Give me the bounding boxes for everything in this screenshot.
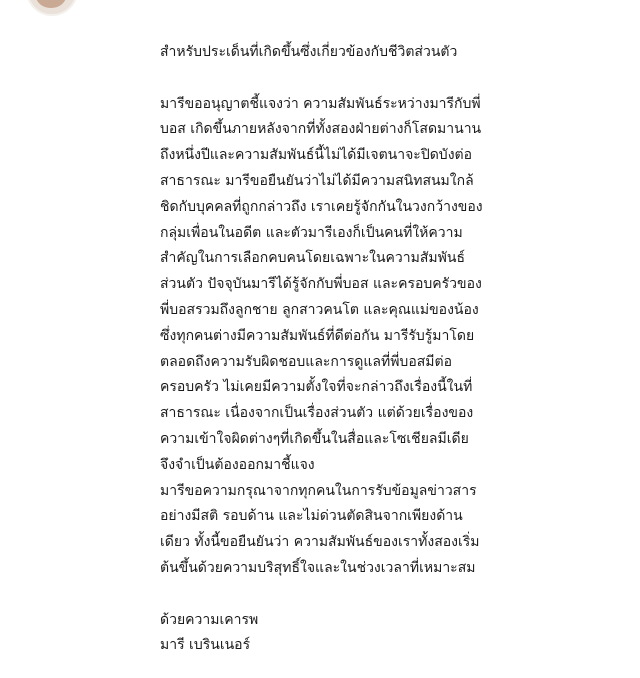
paragraph-2 — [160, 479, 500, 582]
text-line: มารีขออนุญาตชี้แจงว่า ความสัมพันธ์ระหว่างมารีกับพี่ — [160, 95, 481, 112]
text-line: เดียว ทั้งนี้ขอยืนยันว่า ความสัมพันธ์ของเราทั้งสองเริ่ม — [160, 534, 480, 551]
statement-text — [160, 40, 500, 659]
text-line: สาธารณะ เนื่องจากเป็นเรื่องส่วนตัว แต่ด้วยเรื่องของ — [160, 405, 474, 422]
text-line: ต้นขึ้นด้วยความบริสุทธิ์ใจและในช่วงเวลาที่เหมาะสม — [160, 559, 476, 576]
avatar[interactable] — [26, 0, 78, 16]
text-line: ชิดกับบุคคลที่ถูกกล่าวถึง เราเคยรู้จักกันในวงกว้างของ — [160, 198, 483, 215]
closing-line: ด้วยความเคารพ — [160, 611, 259, 628]
paragraph-gap — [160, 582, 500, 608]
text-line: พี่บอสรวมถึงลูกชาย ลูกสาวคนโต และคุณแม่ของน้อง — [160, 301, 479, 318]
text-line: ถึงหนึ่งปีและความสัมพันธ์นี้ไม่ได้มีเจตนาจะปิดบังต่อ — [160, 147, 473, 164]
text-line: บอส เกิดขึ้นภายหลังจากที่ทั้งสองฝ่ายต่างก็โสดมานาน — [160, 121, 482, 138]
text-line: มารีขอความกรุณาจากทุกคนในการรับข้อมูลข่าวสาร — [160, 482, 477, 499]
signature: มารี เบรินเนอร์ — [160, 637, 251, 654]
text-line: กลุ่มเพื่อนในอดีต และตัวมารีเองก็เป็นคนที่ให้ความ — [160, 224, 463, 241]
text-line: จึงจำเป็นต้องออกมาชี้แจง — [160, 456, 315, 473]
text-line: สาธารณะ มารีขอยืนยันว่าไม่ได้มีความสนิทสนมใกล้ — [160, 172, 474, 189]
text-line: ซึ่งทุกคนต่างมีความสัมพันธ์ที่ดีต่อกัน มารีรับรู้มาโดย — [160, 327, 475, 344]
paragraph-gap — [160, 66, 500, 92]
text-line: ความเข้าใจผิดต่างๆที่เกิดขึ้นในสื่อและโซเชียลมีเดีย — [160, 430, 469, 447]
avatar-icon — [36, 0, 66, 8]
text-line: สำคัญในการเลือกคบคนโดยเฉพาะในความสัมพันธ์ — [160, 250, 465, 267]
statement-heading: สำหรับประเด็นที่เกิดขึ้นซึ่งเกี่ยวข้องกับชีวิตส่วนตัว — [160, 44, 458, 60]
text-line: ครอบครัว ไม่เคยมีความตั้งใจที่จะกล่าวถึงเรื่องนี้ในที่ — [160, 379, 473, 396]
paragraph-1 — [160, 92, 500, 479]
text-line: ส่วนตัว ปัจจุบันมารีได้รู้จักกับพี่บอส และครอบครัวของ — [160, 276, 482, 293]
text-line: อย่างมีสติ รอบด้าน และไม่ด่วนตัดสินจากเพียงด้าน — [160, 508, 463, 525]
text-line: ตลอดถึงความรับผิดชอบและการดูแลที่พี่บอสมีต่อ — [160, 353, 452, 370]
